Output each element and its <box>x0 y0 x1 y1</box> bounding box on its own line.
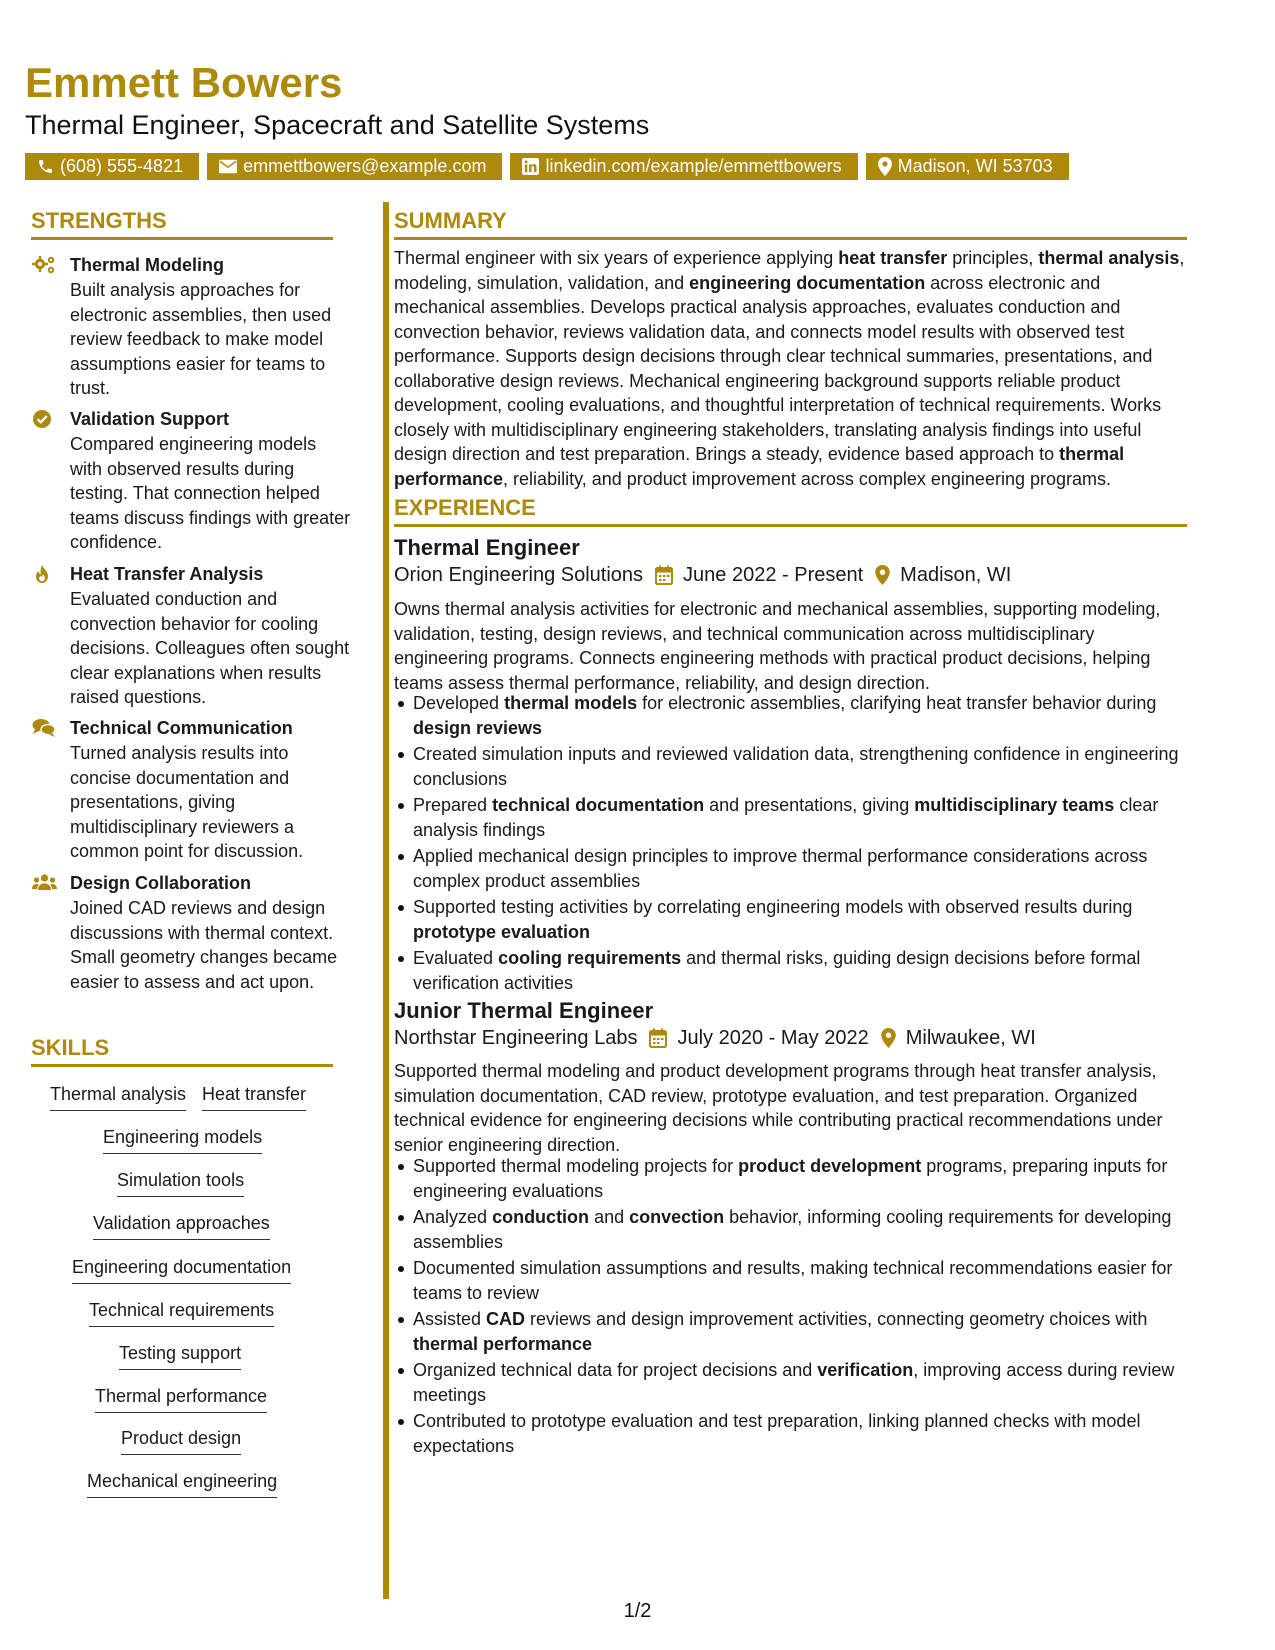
contact-bar <box>25 153 1069 180</box>
skill-tag: Product design <box>121 1427 241 1455</box>
contact-location <box>866 153 1069 180</box>
job-company: Orion Engineering Solutions <box>394 564 644 586</box>
strength-title: Design Collaboration <box>70 873 252 893</box>
strength-desc: Compared engineering models with observed results during testing. That connection helped teams discuss findings with greater confidence. <box>70 434 351 552</box>
job-bullet <box>394 793 1187 842</box>
contact-email[interactable] <box>207 153 502 180</box>
job-bullet <box>394 691 1187 740</box>
job-bullets <box>394 691 1187 997</box>
emphasis-text: design reviews <box>413 717 543 738</box>
text-run: Supported thermal modeling projects for <box>413 1156 739 1176</box>
job-location: Milwaukee, WI <box>905 1027 1036 1049</box>
strength-title: Technical Communication <box>70 718 293 738</box>
text-run: and presentations, giving <box>704 795 915 815</box>
emphasis-text: CAD <box>486 1309 526 1329</box>
skill-tag: Simulation tools <box>117 1169 244 1197</box>
strength-title: Thermal Modeling <box>70 255 225 275</box>
summary-text <box>394 246 1187 491</box>
job-meta <box>394 1026 1036 1050</box>
job-bullet <box>394 1307 1187 1356</box>
job-bullet <box>394 1409 1187 1458</box>
text-run: for electronic assemblies, clarifying heat transfer behavior during <box>637 693 1157 713</box>
experience-heading: EXPERIENCE <box>394 495 536 520</box>
text-run: Prepared <box>413 795 493 815</box>
skill-tag: Mechanical engineering <box>87 1470 277 1498</box>
strength-desc: Built analysis approaches for electronic assemblies, then used review feedback to make model assumptions easier for teams to trust. <box>70 280 332 398</box>
calendar-icon <box>637 1028 677 1048</box>
contact-linkedin-text: linkedin.com/example/emmettbowers <box>545 156 842 176</box>
emphasis-text: product development <box>738 1156 922 1176</box>
emphasis-text: multidisciplinary teams <box>914 795 1115 815</box>
strength-title: Validation Support <box>70 409 230 429</box>
skill-tag: Validation approaches <box>93 1212 270 1240</box>
skill-tag: Thermal analysis <box>50 1083 186 1111</box>
text-run: Evaluated <box>413 948 499 968</box>
text-run: Organized technical data for project decisions and <box>413 1360 818 1380</box>
text-run: Applied mechanical design principles to improve thermal performance considerations across complex product assemblies <box>413 846 1148 891</box>
map-pin-icon <box>878 157 892 176</box>
candidate-name: Emmett Bowers <box>25 59 343 106</box>
experience-rule <box>394 524 1187 527</box>
emphasis-text: heat transfer <box>838 248 948 268</box>
candidate-title: Thermal Engineer, Spacecraft and Satellite Systems <box>25 110 650 140</box>
column-divider <box>383 202 389 1599</box>
emphasis-text: prototype evaluation <box>413 921 591 942</box>
text-run: Documented simulation assumptions and results, making technical recommendations easier for teams to review <box>413 1258 1173 1303</box>
calendar-icon <box>643 565 683 585</box>
strength-desc: Joined CAD reviews and design discussions with thermal context. Small geometry changes became easier to assess and act upon. <box>70 898 338 992</box>
emphasis-text: verification <box>817 1360 914 1380</box>
job-meta <box>394 563 1011 587</box>
skill-tag: Technical requirements <box>89 1299 274 1327</box>
gears-icon <box>32 255 56 275</box>
contact-email-text: emmettbowers@example.com <box>243 156 487 176</box>
skill-tag: Engineering models <box>103 1126 262 1154</box>
summary-rule <box>394 237 1187 240</box>
job-bullet <box>394 742 1187 791</box>
job-location: Madison, WI <box>900 564 1012 586</box>
fire-icon <box>32 564 56 584</box>
text-run: , improving access during review meetings <box>413 1360 1175 1405</box>
job-bullet <box>394 844 1187 893</box>
job-bullets <box>394 1154 1187 1460</box>
text-run: clear analysis findings <box>413 795 1159 840</box>
text-run: , modeling, simulation, validation, and <box>394 248 1185 293</box>
comments-icon <box>32 718 56 738</box>
emphasis-text: thermal analysis <box>1038 248 1180 268</box>
text-run: and <box>589 1207 630 1227</box>
strengths-rule <box>31 237 333 240</box>
job-bullet <box>394 1358 1187 1407</box>
emphasis-text: conduction <box>492 1207 590 1227</box>
linkedin-icon <box>522 158 539 175</box>
emphasis-text: technical documentation <box>492 795 705 815</box>
envelope-icon <box>219 159 237 174</box>
text-run: reviews and design improvement activities, connecting geometry choices with <box>525 1309 1148 1329</box>
text-run: programs, preparing inputs for engineering evaluations <box>413 1156 1168 1201</box>
text-run: Assisted <box>413 1309 487 1329</box>
job-title: Junior Thermal Engineer <box>394 998 654 1023</box>
job-dates: June 2022 - Present <box>683 564 864 586</box>
job-description: Supported thermal modeling and product development programs through heat transfer analysis, simulation documentation, CAD review, prototype evaluation, and test preparation. Organized technical evidence for engineering decisions while contributing practical recommendations under senior engineering direction. <box>394 1061 1163 1155</box>
emphasis-text: thermal performance <box>394 444 1125 489</box>
page-number: 1/2 <box>623 1600 652 1622</box>
summary-heading: SUMMARY <box>394 208 507 233</box>
skill-tag: Testing support <box>119 1342 241 1370</box>
job-bullet <box>394 1205 1187 1254</box>
text-run: Thermal engineer with six years of experience applying <box>394 248 839 268</box>
skills-rule <box>31 1064 333 1067</box>
job-dates: July 2020 - May 2022 <box>677 1027 869 1049</box>
phone-icon <box>37 158 54 175</box>
emphasis-text: convection <box>629 1207 725 1227</box>
text-run: across electronic and mechanical assemblies. Develops practical analysis approaches, evaluates conduction and convection behavior, reviews validation data, and connects model results with observed test performance. Supports design decisions through clear technical summaries, presentations, and collaborative design reviews. Mechanical engineering background supports reliable product development, cooling evaluations, and thoughtful interpretation of technical requirements. Works closely with multidisciplinary engineering stakeholders, translating analysis findings into useful design direction and test preparation. Brings a steady, evidence based approach to <box>394 272 1162 464</box>
text-run: and thermal risks, guiding design decisions before formal verification activities <box>413 948 1141 993</box>
skill-tag: Heat transfer <box>202 1083 306 1111</box>
job-bullet <box>394 946 1187 995</box>
strengths-heading: STRENGTHS <box>31 208 167 233</box>
map-pin-icon <box>863 565 900 585</box>
strength-title: Heat Transfer Analysis <box>70 564 264 584</box>
emphasis-text: cooling requirements <box>498 948 682 968</box>
text-run: , reliability, and product improvement across complex engineering programs. <box>503 468 1111 489</box>
job-title: Thermal Engineer <box>394 535 580 560</box>
skill-tag: Engineering documentation <box>72 1256 291 1284</box>
emphasis-text: thermal performance <box>413 1333 593 1354</box>
strength-desc: Evaluated conduction and convection behavior for cooling decisions. Colleagues often sought clear explanations when results raised questions. <box>70 589 350 707</box>
map-pin-icon <box>869 1028 906 1048</box>
text-run: Contributed to prototype evaluation and test preparation, linking planned checks with model expectations <box>413 1411 1141 1456</box>
users-icon <box>32 873 56 893</box>
job-bullet <box>394 1154 1187 1203</box>
emphasis-text: thermal models <box>504 693 638 713</box>
contact-linkedin[interactable] <box>510 153 857 180</box>
emphasis-text: engineering documentation <box>689 272 926 293</box>
job-bullet <box>394 1256 1187 1305</box>
skills-heading: SKILLS <box>31 1035 110 1060</box>
check-circle-icon <box>32 409 56 429</box>
contact-phone-text: (608) 555-4821 <box>60 156 184 176</box>
job-bullet <box>394 895 1187 944</box>
text-run: Supported testing activities by correlating engineering models with observed results during <box>413 897 1133 917</box>
strength-desc: Turned analysis results into concise documentation and presentations, giving multidisciplinary reviewers a common point for discussion. <box>70 743 304 861</box>
text-run: Developed <box>413 693 505 713</box>
text-run: Analyzed <box>413 1207 493 1227</box>
job-description: Owns thermal analysis activities for electronic and mechanical assemblies, supporting modeling, validation, testing, design reviews, and technical communication across multidisciplinary engineering programs. Connects engineering methods with practical product decisions, helping teams assess thermal performance, reliability, and design direction. <box>394 599 1161 693</box>
contact-location-text: Madison, WI 53703 <box>897 156 1053 176</box>
text-run: principles, <box>947 248 1039 268</box>
contact-phone[interactable] <box>25 153 199 180</box>
text-run: Created simulation inputs and reviewed validation data, strengthening confidence in engineering conclusions <box>413 744 1179 789</box>
skill-tag: Thermal performance <box>95 1385 267 1413</box>
text-run: behavior, informing cooling requirements for developing assemblies <box>413 1207 1172 1252</box>
job-company: Northstar Engineering Labs <box>394 1027 638 1049</box>
